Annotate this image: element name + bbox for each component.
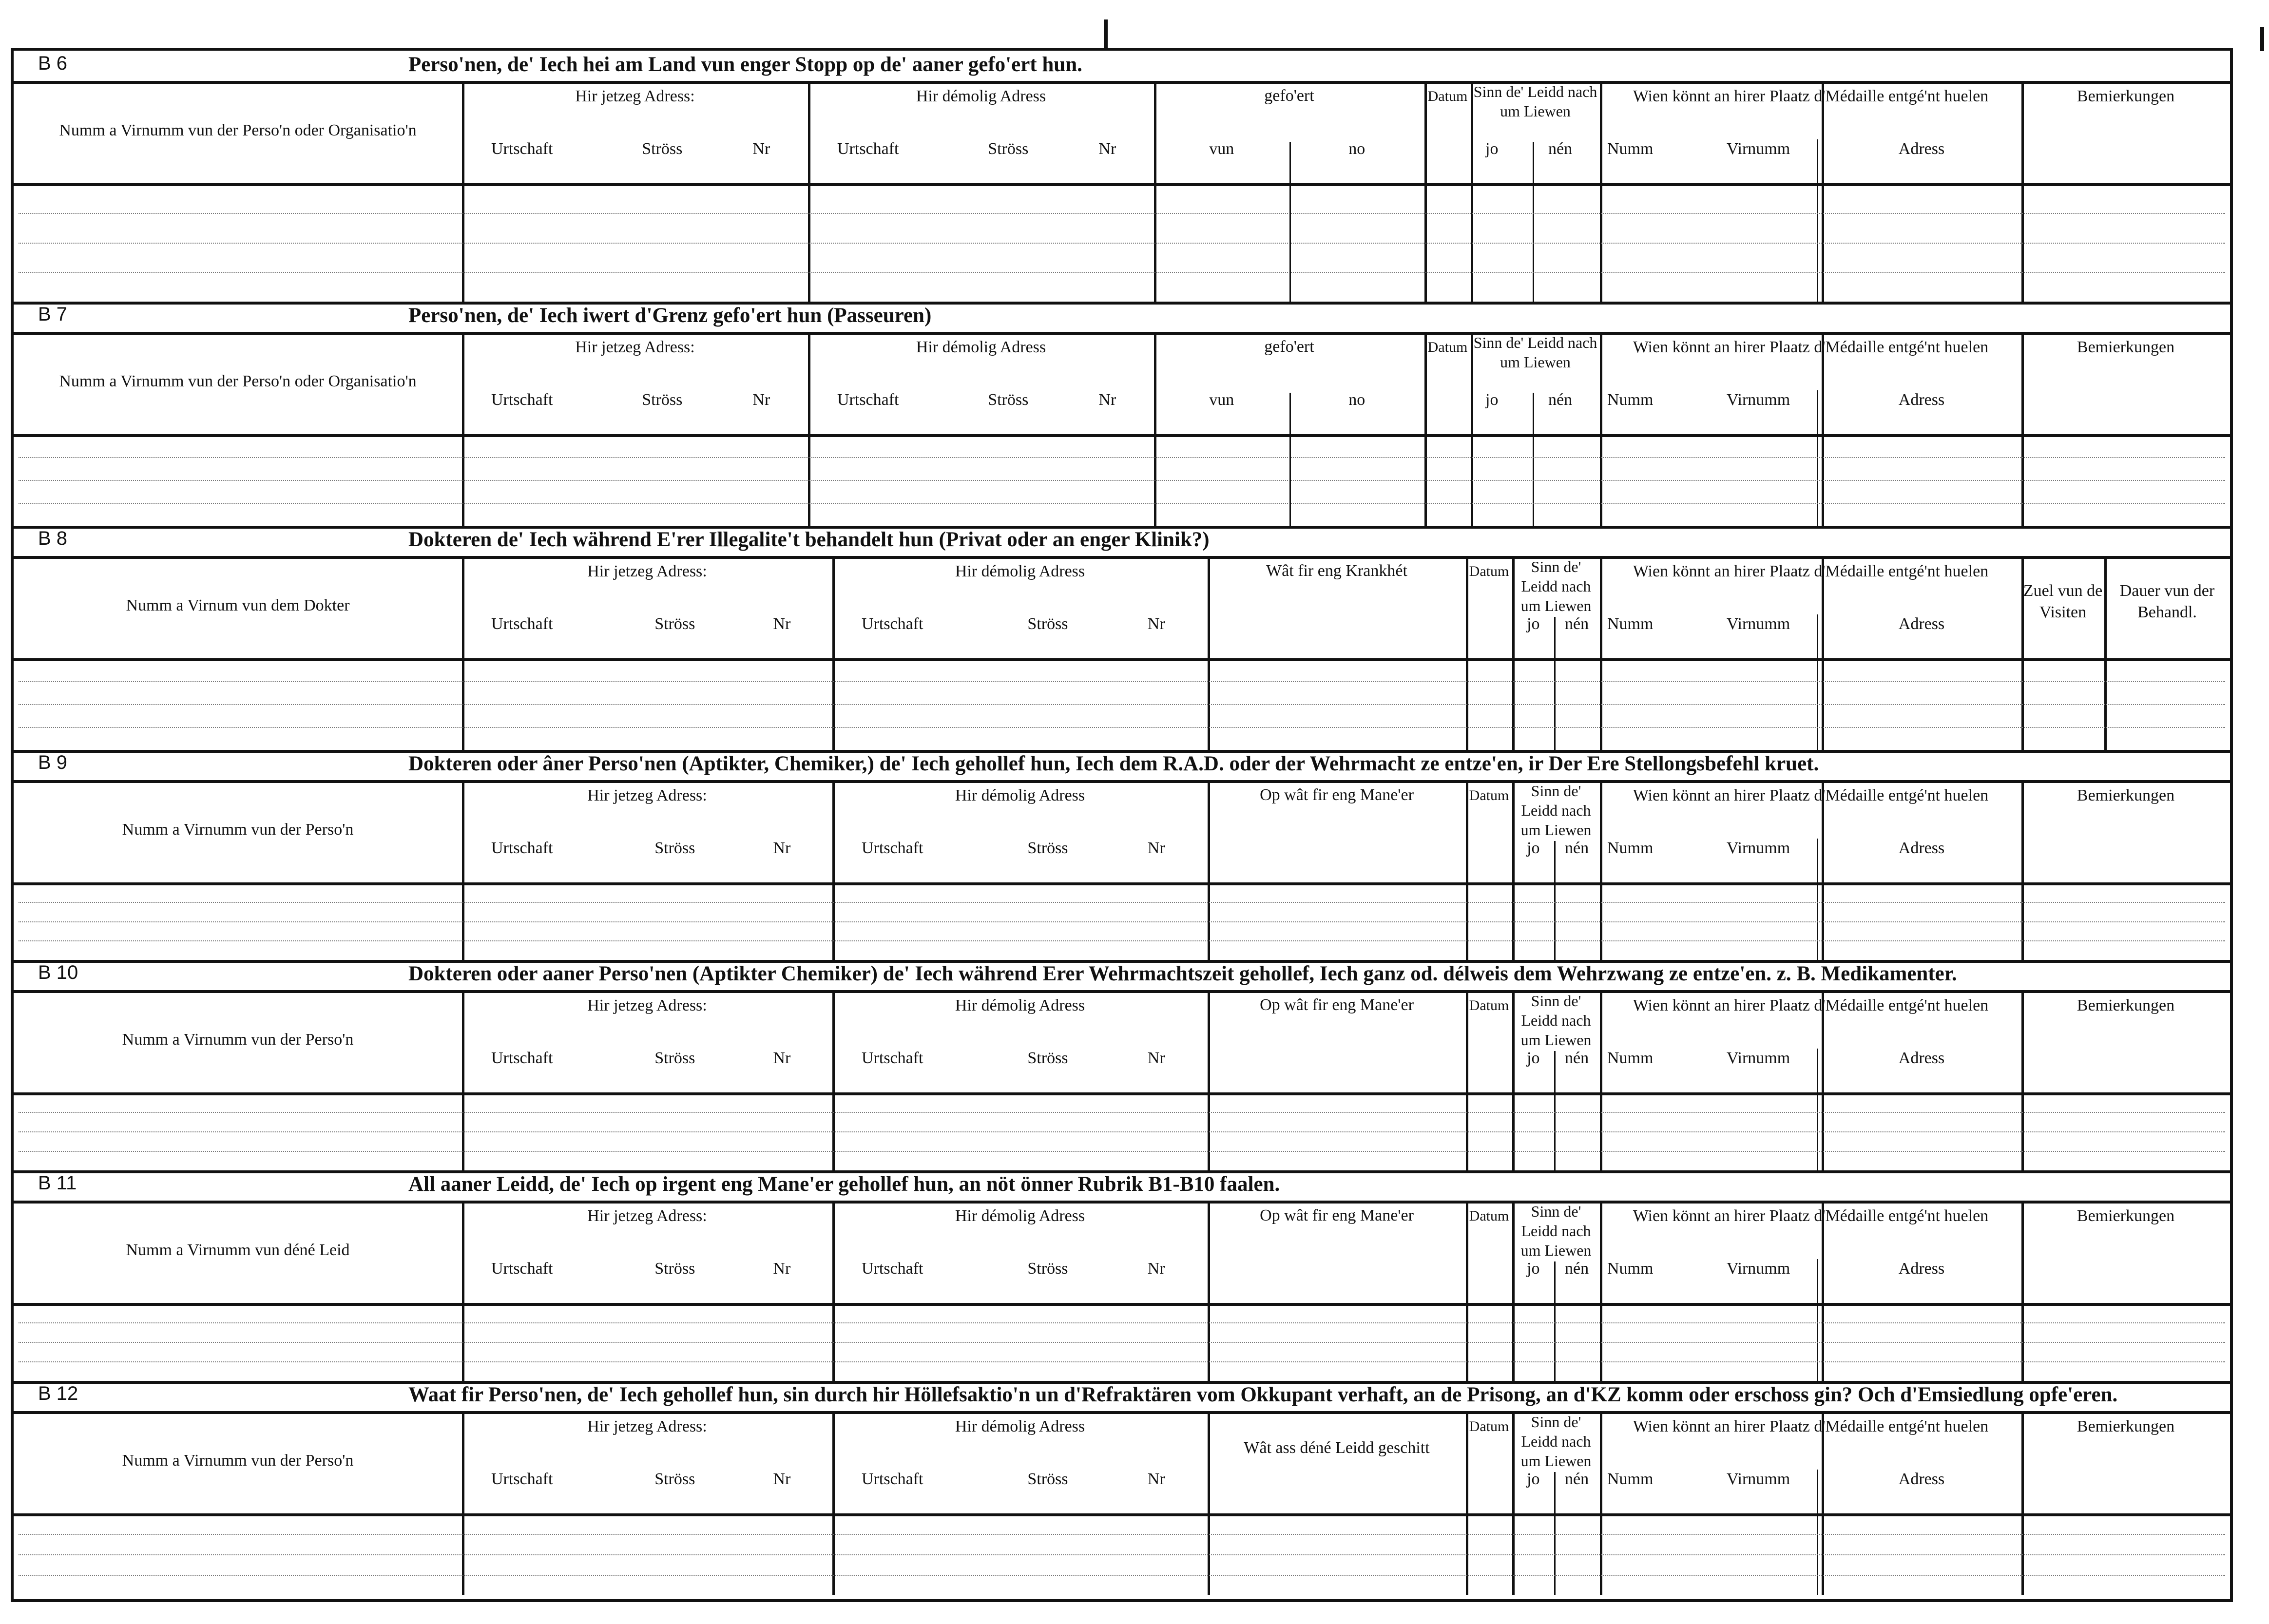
urtschaft-label: Urtschaft <box>491 839 553 857</box>
rule-line <box>1600 332 1602 526</box>
nen-label: nén <box>1565 1470 1589 1488</box>
column3-header: Wât fir eng Krankhét <box>1266 562 1407 580</box>
bemierkungen-header: Bemierkungen <box>2077 87 2175 105</box>
rule-line <box>14 1411 2230 1414</box>
virnumm-label: Virnumm <box>1727 391 1790 409</box>
section-title: All aaner Leidd, de' Iech op irgent eng Mane'er gehollef hun, an nöt önner Rubrik B1-B10 faalen. <box>408 1173 1280 1196</box>
adress-label: Adress <box>1898 140 1945 158</box>
section-id: B 12 <box>38 1383 78 1404</box>
rule-line <box>1817 1049 1818 1170</box>
section-title: Dokteren oder aaner Perso'nen (Aptikter Chemiker) de' Iech während Erer Wehrmachtszeit gehollef, Iech ganz od. délweis dem Wehrzwang ze entze'en. z. B. Medikamenter. <box>408 962 1957 985</box>
rule-line <box>808 81 810 302</box>
rule-line <box>2021 1411 2024 1595</box>
rule-line <box>1817 614 1818 750</box>
rule-line <box>1554 1261 1556 1381</box>
stross-label: Ströss <box>1027 839 1068 857</box>
section-id: B 10 <box>38 962 78 983</box>
rule-line <box>462 556 464 750</box>
dotted-line <box>19 902 2225 903</box>
datum-header: Datum <box>1469 563 1509 579</box>
rule-line <box>1289 393 1291 526</box>
bemierkungen-header: Bemierkungen <box>2077 996 2175 1014</box>
rule-line <box>1817 390 1818 526</box>
rule-line <box>1822 332 1824 526</box>
dotted-line <box>19 1554 2225 1555</box>
name-column-header: Numm a Virnumm vun der Perso'n <box>122 1452 354 1470</box>
virnumm-label: Virnumm <box>1727 1470 1790 1488</box>
adress-label: Adress <box>1898 1470 1945 1488</box>
dotted-line <box>19 921 2225 922</box>
urtschaft-label: Urtschaft <box>491 391 553 409</box>
sinn-header: Sinn de' Leidd nach um Liewen <box>1473 334 1597 371</box>
name-column-header: Numm a Virnum vun dem Dokter <box>126 596 350 614</box>
vun-label: vun <box>1209 391 1234 409</box>
no-label: no <box>1348 391 1365 409</box>
datum-header: Datum <box>1469 1418 1509 1434</box>
dotted-line <box>19 1322 2225 1323</box>
column3-header: Wât ass déné Leidd geschitt <box>1244 1439 1430 1457</box>
dotted-line <box>19 1112 2225 1113</box>
nr-label: Nr <box>1098 140 1116 158</box>
bemierkungen-header: Bemierkungen <box>2077 338 2175 356</box>
column3-header: Op wât fir eng Mane'er <box>1260 996 1414 1014</box>
stross-label: Ströss <box>1027 1260 1068 1278</box>
urtschaft-label: Urtschaft <box>862 1470 923 1488</box>
rule-line <box>1466 1411 1468 1595</box>
name-column-header: Numm a Virnumm vun der Perso'n <box>122 1031 354 1049</box>
numm-label: Numm <box>1607 1049 1654 1067</box>
stross-label: Ströss <box>1027 1470 1068 1488</box>
section-b9 <box>14 750 2230 960</box>
rule-line <box>2021 780 2024 960</box>
nen-label: nén <box>1565 1260 1589 1278</box>
datum-header: Datum <box>1427 339 1468 355</box>
section-title: Dokteren de' Iech während E'rer Illegalite't behandelt hun (Privat oder an enger Klinik?) <box>408 528 1210 551</box>
address-header: Hir démolig Adress <box>916 87 1046 105</box>
nr-label: Nr <box>1147 1260 1165 1278</box>
address-header: Hir jetzeg Adress: <box>587 562 707 580</box>
nen-label: nén <box>1548 391 1573 409</box>
rule-line <box>1600 1201 1602 1381</box>
urtschaft-label: Urtschaft <box>862 1049 923 1067</box>
dotted-line <box>19 1151 2225 1152</box>
stross-label: Ströss <box>642 140 683 158</box>
rule-line <box>1208 990 1210 1170</box>
urtschaft-label: Urtschaft <box>862 1260 923 1278</box>
rule-line <box>1554 617 1556 750</box>
medaille-header: Wien könnt an hirer Plaatz d'Médaille entgé'nt huelen <box>1633 786 1989 804</box>
rule-line <box>2021 332 2024 526</box>
rule-line <box>1600 1411 1602 1595</box>
numm-label: Numm <box>1607 1470 1654 1488</box>
registration-mark <box>1104 19 1108 48</box>
urtschaft-label: Urtschaft <box>491 615 553 633</box>
rule-line <box>14 183 2230 186</box>
rule-line <box>1208 780 1210 960</box>
dotted-line <box>19 1534 2225 1535</box>
jo-label: jo <box>1527 839 1540 857</box>
datum-header: Datum <box>1469 997 1509 1013</box>
medaille-header: Wien könnt an hirer Plaatz d'Médaille entgé'nt huelen <box>1633 1417 1989 1435</box>
adress-label: Adress <box>1898 1049 1945 1067</box>
virnumm-label: Virnumm <box>1727 140 1790 158</box>
rule-line <box>14 882 2230 885</box>
numm-label: Numm <box>1607 391 1654 409</box>
registration-mark <box>2260 27 2264 51</box>
urtschaft-label: Urtschaft <box>837 391 899 409</box>
dotted-line <box>19 480 2225 481</box>
rule-line <box>1466 556 1468 750</box>
address-header: Hir démolig Adress <box>955 786 1085 804</box>
rule-line <box>832 1201 835 1381</box>
rule-line <box>462 780 464 960</box>
virnumm-label: Virnumm <box>1727 1049 1790 1067</box>
rule-line <box>1554 841 1556 960</box>
nen-label: nén <box>1565 839 1589 857</box>
bemierkungen-header: Bemierkungen <box>2077 1207 2175 1225</box>
jo-label: jo <box>1527 1049 1540 1067</box>
nr-label: Nr <box>773 839 791 857</box>
section-b10 <box>14 960 2230 1170</box>
no-label: no <box>1348 140 1365 158</box>
rule-line <box>1424 332 1427 526</box>
nr-label: Nr <box>1098 391 1116 409</box>
virnumm-label: Virnumm <box>1727 1260 1790 1278</box>
rule-line <box>462 332 464 526</box>
name-column-header: Numm a Virnumm vun der Perso'n <box>122 821 354 839</box>
stross-label: Ströss <box>654 1260 695 1278</box>
dotted-line <box>19 1361 2225 1362</box>
stross-label: Ströss <box>1027 615 1068 633</box>
address-header: Hir jetzeg Adress: <box>587 996 707 1014</box>
stross-label: Ströss <box>988 391 1029 409</box>
nr-label: Nr <box>752 391 770 409</box>
dauer-header: Dauer vun der Behandl. <box>2119 582 2215 621</box>
adress-label: Adress <box>1898 615 1945 633</box>
rule-line <box>808 332 810 526</box>
rule-line <box>1466 990 1468 1170</box>
rule-line <box>832 990 835 1170</box>
datum-header: Datum <box>1427 88 1468 104</box>
numm-label: Numm <box>1607 839 1654 857</box>
numm-label: Numm <box>1607 140 1654 158</box>
section-title: Perso'nen, de' Iech hei am Land vun enger Stopp op de' aaner gefo'ert hun. <box>408 53 1082 76</box>
rule-line <box>1822 1411 1824 1595</box>
rule-line <box>2021 81 2024 302</box>
nen-label: nén <box>1565 1049 1589 1067</box>
dotted-line <box>19 272 2225 273</box>
nr-label: Nr <box>1147 1470 1165 1488</box>
vun-label: vun <box>1209 140 1234 158</box>
rule-line <box>14 1303 2230 1306</box>
dotted-line <box>19 1575 2225 1576</box>
rule-line <box>462 81 464 302</box>
stross-label: Ströss <box>654 1049 695 1067</box>
stross-label: Ströss <box>642 391 683 409</box>
urtschaft-label: Urtschaft <box>491 1260 553 1278</box>
address-header: Hir démolig Adress <box>955 562 1085 580</box>
jo-label: jo <box>1527 615 1540 633</box>
rule-line <box>1822 1201 1824 1381</box>
name-column-header: Numm a Virnumm vun der Perso'n oder Organisatio'n <box>59 372 417 390</box>
jo-label: jo <box>1527 1260 1540 1278</box>
medaille-header: Wien könnt an hirer Plaatz d'Médaille entgé'nt huelen <box>1633 996 1989 1014</box>
column3-header: Op wât fir eng Mane'er <box>1260 1206 1414 1224</box>
section-id: B 11 <box>38 1172 77 1194</box>
section-id: B 9 <box>38 752 68 773</box>
rule-line <box>1822 780 1824 960</box>
rule-line <box>2021 1201 2024 1381</box>
adress-label: Adress <box>1898 1260 1945 1278</box>
rule-line <box>14 1201 2230 1204</box>
section-id: B 8 <box>38 528 68 549</box>
rule-line <box>14 332 2230 335</box>
nr-label: Nr <box>773 1470 791 1488</box>
address-header: Hir jetzeg Adress: <box>575 338 695 356</box>
section-id: B 7 <box>38 304 68 325</box>
rule-line <box>1600 81 1602 302</box>
rule-line <box>14 302 2230 305</box>
rule-line <box>1822 990 1824 1170</box>
virnumm-label: Virnumm <box>1727 615 1790 633</box>
column3-header: gefo'ert <box>1264 338 1314 356</box>
nr-label: Nr <box>752 140 770 158</box>
medaille-header: Wien könnt an hirer Plaatz d'Médaille entgé'nt huelen <box>1633 87 1989 105</box>
rule-line <box>1817 1470 1818 1595</box>
section-b8 <box>14 526 2230 750</box>
name-column-header: Numm a Virnumm vun déné Leid <box>126 1241 350 1259</box>
jo-label: jo <box>1527 1470 1540 1488</box>
nr-label: Nr <box>773 1049 791 1067</box>
column3-header: gefo'ert <box>1264 87 1314 105</box>
stross-label: Ströss <box>1027 1049 1068 1067</box>
section-b6 <box>14 51 2230 302</box>
jo-label: jo <box>1485 391 1499 409</box>
dotted-line <box>19 681 2225 682</box>
nr-label: Nr <box>1147 839 1165 857</box>
rule-line <box>1466 780 1468 960</box>
sinn-header: Sinn de' Leidd nach um Liewen <box>1473 83 1597 120</box>
rule-line <box>462 1201 464 1381</box>
rule-line <box>1817 1259 1818 1381</box>
rule-line <box>1289 142 1291 302</box>
rule-line <box>1154 81 1156 302</box>
rule-line <box>1533 142 1534 302</box>
rule-line <box>1533 393 1534 526</box>
datum-header: Datum <box>1469 1208 1509 1224</box>
address-header: Hir démolig Adress <box>916 338 1046 356</box>
rule-line <box>14 1092 2230 1095</box>
section-id: B 6 <box>38 53 68 74</box>
dotted-line <box>19 457 2225 458</box>
dotted-line <box>19 213 2225 214</box>
stross-label: Ströss <box>988 140 1029 158</box>
column3-header: Op wât fir eng Mane'er <box>1260 786 1414 804</box>
rule-line <box>14 1513 2230 1516</box>
rule-line <box>1822 81 1824 302</box>
bemierkungen-header: Bemierkungen <box>2077 786 2175 804</box>
rule-line <box>1154 332 1156 526</box>
rule-line <box>1600 780 1602 960</box>
dotted-line <box>19 243 2225 244</box>
medaille-header: Wien könnt an hirer Plaatz d'Médaille entgé'nt huelen <box>1633 338 1989 356</box>
address-header: Hir jetzeg Adress: <box>575 87 695 105</box>
section-b11 <box>14 1170 2230 1381</box>
sinn-header: Sinn de' Leidd nach um Liewen <box>1520 992 1592 1049</box>
rule-line <box>1208 556 1210 750</box>
sinn-header: Sinn de' Leidd nach um Liewen <box>1520 1203 1592 1259</box>
section-b7 <box>14 302 2230 526</box>
dotted-line <box>19 940 2225 941</box>
dotted-line <box>19 503 2225 504</box>
urtschaft-label: Urtschaft <box>862 839 923 857</box>
urtschaft-label: Urtschaft <box>491 1470 553 1488</box>
section-title: Waat fir Perso'nen, de' Iech gehollef hun, sin durch hir Höllefsaktio'n un d'Refraktären vom Okkupant verhaft, an de Prisong, an d'KZ komm oder erschoss gin? Och d'Emsiedlung opfe'eren. <box>408 1383 2118 1406</box>
sinn-header: Sinn de' Leidd nach um Liewen <box>1520 782 1592 839</box>
urtschaft-label: Urtschaft <box>491 1049 553 1067</box>
rule-line <box>1817 139 1818 302</box>
rule-line <box>832 1411 835 1595</box>
rule-line <box>832 780 835 960</box>
section-title: Dokteren oder âner Perso'nen (Aptikter, Chemiker,) de' Iech gehollef hun, Iech dem R.A.D. oder der Wehrmacht ze entze'en, ir Der Ere Stellongsbefehl kruet. <box>408 752 1819 775</box>
dotted-line <box>19 727 2225 728</box>
sinn-header: Sinn de' Leidd nach um Liewen <box>1520 1413 1592 1470</box>
rule-line <box>1822 556 1824 750</box>
sinn-header: Sinn de' Leidd nach um Liewen <box>1520 558 1592 614</box>
urtschaft-label: Urtschaft <box>862 615 923 633</box>
rule-line <box>1817 839 1818 960</box>
nen-label: nén <box>1548 140 1573 158</box>
datum-header: Datum <box>1469 787 1509 803</box>
rule-line <box>1466 1201 1468 1381</box>
address-header: Hir jetzeg Adress: <box>587 786 707 804</box>
adress-label: Adress <box>1898 391 1945 409</box>
dotted-line <box>19 704 2225 705</box>
stross-label: Ströss <box>654 1470 695 1488</box>
rule-line <box>14 81 2230 84</box>
form-frame <box>11 48 2233 1602</box>
numm-label: Numm <box>1607 615 1654 633</box>
virnumm-label: Virnumm <box>1727 839 1790 857</box>
rule-line <box>462 1411 464 1595</box>
jo-label: jo <box>1485 140 1499 158</box>
medaille-header: Wien könnt an hirer Plaatz d'Médaille entgé'nt huelen <box>1633 1207 1989 1225</box>
rule-line <box>2021 990 2024 1170</box>
rule-line <box>14 990 2230 993</box>
rule-line <box>1424 81 1427 302</box>
zuel-visiten-header: Zuel vun de Visiten <box>2023 582 2103 621</box>
nr-label: Nr <box>1147 1049 1165 1067</box>
address-header: Hir jetzeg Adress: <box>587 1417 707 1435</box>
address-header: Hir démolig Adress <box>955 996 1085 1014</box>
rule-line <box>1600 556 1602 750</box>
urtschaft-label: Urtschaft <box>491 140 553 158</box>
nr-label: Nr <box>1147 615 1165 633</box>
section-title: Perso'nen, de' Iech iwert d'Grenz gefo'ert hun (Passeuren) <box>408 304 932 327</box>
section-b12 <box>14 1381 2230 1595</box>
rule-line <box>14 658 2230 661</box>
nr-label: Nr <box>773 1260 791 1278</box>
rule-line <box>14 780 2230 783</box>
address-header: Hir démolig Adress <box>955 1207 1085 1225</box>
dotted-line <box>19 1342 2225 1343</box>
rule-line <box>1600 990 1602 1170</box>
address-header: Hir démolig Adress <box>955 1417 1085 1435</box>
stross-label: Ströss <box>654 839 695 857</box>
address-header: Hir jetzeg Adress: <box>587 1207 707 1225</box>
numm-label: Numm <box>1607 1260 1654 1278</box>
rule-line <box>1208 1201 1210 1381</box>
name-column-header: Numm a Virnumm vun der Perso'n oder Organisatio'n <box>59 121 417 139</box>
medaille-header: Wien könnt an hirer Plaatz d'Médaille entgé'nt huelen <box>1633 562 1989 580</box>
rule-line <box>462 990 464 1170</box>
nen-label: nén <box>1565 615 1589 633</box>
urtschaft-label: Urtschaft <box>837 140 899 158</box>
bemierkungen-header: Bemierkungen <box>2077 1417 2175 1435</box>
rule-line <box>14 556 2230 559</box>
adress-label: Adress <box>1898 839 1945 857</box>
rule-line <box>1554 1051 1556 1170</box>
rule-line <box>832 556 835 750</box>
rule-line <box>14 434 2230 437</box>
nr-label: Nr <box>773 615 791 633</box>
stross-label: Ströss <box>654 615 695 633</box>
dotted-line <box>19 1131 2225 1132</box>
